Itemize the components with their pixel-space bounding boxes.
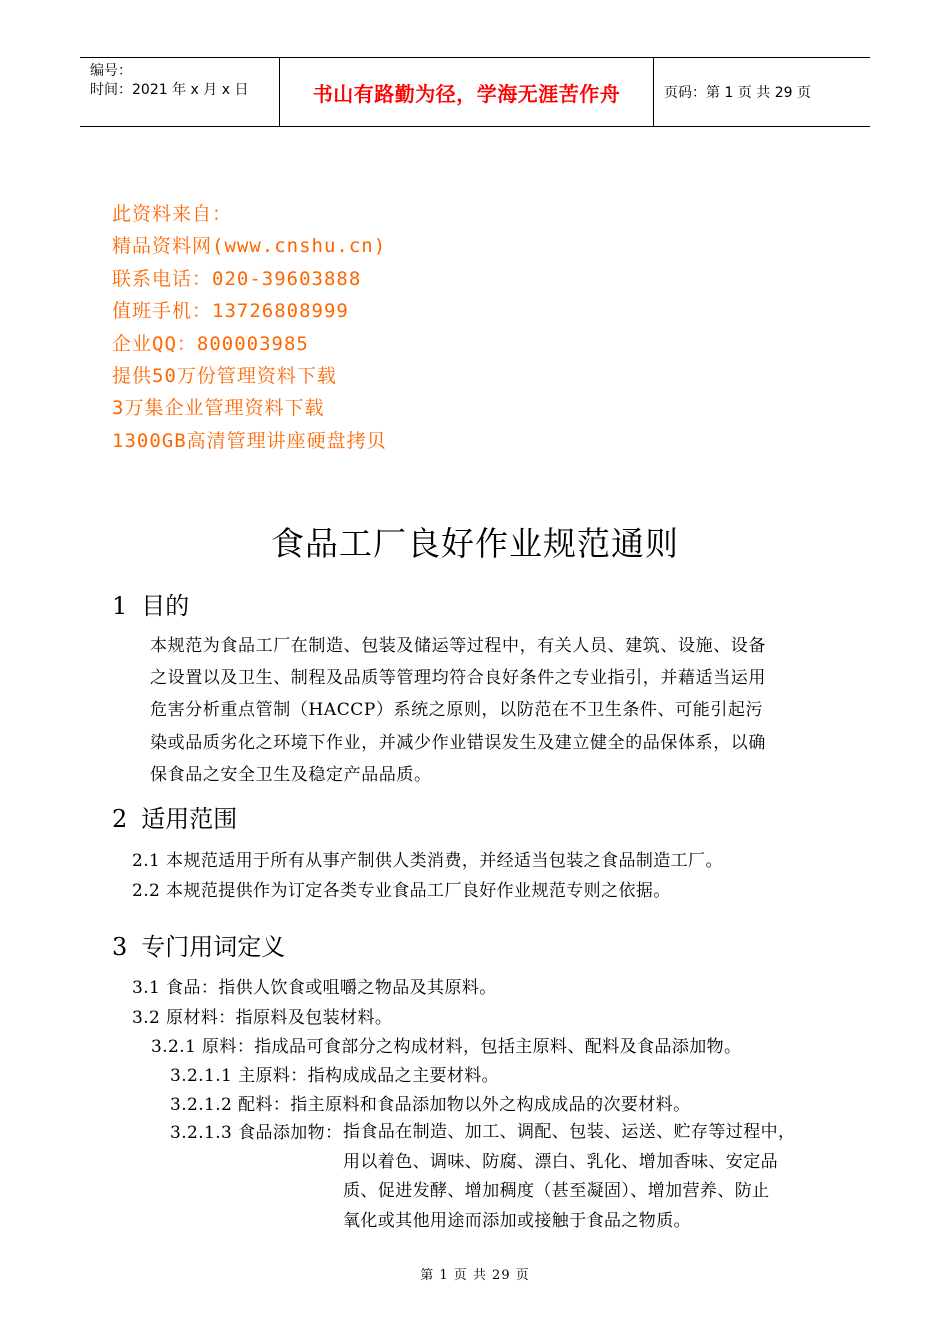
paragraph-line: 染或品质劣化之环境下作业，并减少作业错误发生及建立健全的品保体系，以确 [150, 732, 766, 753]
document-header [80, 57, 870, 127]
promo-line-mobile: 值班手机：13726808999 [112, 300, 349, 323]
promo-line-offer-2: 3万集企业管理资料下载 [112, 397, 325, 420]
section-1-paragraph [150, 630, 850, 791]
section-heading-2 [112, 799, 237, 834]
section-title: 适用范围 [141, 805, 238, 833]
promo-block [112, 198, 387, 457]
number-label: 编号： [90, 63, 132, 79]
item-text-line: 质、促进发酵、增加稠度（甚至凝固）、增加营养、防止 [343, 1181, 770, 1201]
section-number: 2 [112, 805, 128, 833]
header-motto-cell [280, 58, 654, 126]
paragraph-line: 本规范为食品工厂在制造、包装及储运等过程中，有关人员、建筑、设施、设备 [150, 636, 766, 656]
time-label: 时间：2021 年 x 月 x 日 [90, 82, 249, 98]
list-item: 3.2.1.2 配料：指主原料和食品添加物以外之构成成品的次要材料。 [170, 1095, 691, 1115]
list-item: 2.1 本规范适用于所有从事产制供人类消费，并经适当包装之食品制造工厂。 [132, 851, 723, 871]
list-item: 2.2 本规范提供作为订定各类专业食品工厂良好作业规范专则之依据。 [132, 881, 671, 901]
paragraph-line: 危害分析重点管制（HACCP）系统之原则，以防范在不卫生条件、可能引起污 [150, 700, 764, 721]
item-text-line: 用以着色、调味、防腐、漂白、乳化、增加香味、安定品 [343, 1151, 778, 1172]
list-item: 3.2 原材料：指原料及包装材料。 [132, 1008, 393, 1028]
header-meta-cell [80, 58, 280, 126]
section-heading-3 [112, 927, 285, 962]
list-item: 3.2.1.1 主原料：指构成成品之主要材料。 [170, 1066, 500, 1086]
item-text [343, 1118, 795, 1236]
paragraph-line: 保食品之安全卫生及稳定产品品质。 [150, 764, 432, 785]
item-label: 3.2.1.3 食品添加物： [170, 1123, 343, 1143]
section-number: 3 [112, 933, 128, 961]
promo-line-source: 此资料来自： [112, 203, 233, 225]
section-number: 1 [112, 592, 128, 620]
promo-line-website: 精品资料网(www.cnshu.cn) [112, 235, 387, 258]
header-page-cell [654, 58, 870, 126]
promo-line-offer-1: 提供50万份管理资料下载 [112, 365, 337, 388]
promo-line-qq: 企业QQ：800003985 [112, 332, 309, 355]
paragraph-line: 之设置以及卫生、制程及品质等管理均符合良好条件之专业指引，并藉适当运用 [150, 668, 766, 689]
promo-line-phone: 联系电话：020-39603888 [112, 267, 362, 290]
section-title: 专门用词定义 [141, 933, 286, 961]
item-text-line: 指食品在制造、加工、调配、包装、运送、贮存等过程中， [343, 1122, 796, 1142]
section-heading-1 [112, 586, 189, 621]
list-item: 3.1 食品：指供人饮食或咀嚼之物品及其原料。 [132, 978, 497, 998]
section-title: 目的 [141, 592, 190, 620]
motto-text: 书山有路勤为径，学海无涯苦作舟 [312, 81, 621, 106]
page-footer: 第 1 页 共 29 页 [420, 1268, 530, 1283]
item-text-line: 氧化或其他用途而添加或接触于食品之物质。 [343, 1210, 691, 1231]
page-label: 页码：第 1 页 共 29 页 [664, 85, 811, 101]
document-title: 食品工厂良好作业规范通则 [271, 524, 679, 563]
list-item: 3.2.1 原料：指成品可食部分之构成材料，包括主原料、配料及食品添加物。 [151, 1037, 742, 1057]
promo-line-offer-3: 1300GB高清管理讲座硬盘拷贝 [112, 429, 387, 452]
